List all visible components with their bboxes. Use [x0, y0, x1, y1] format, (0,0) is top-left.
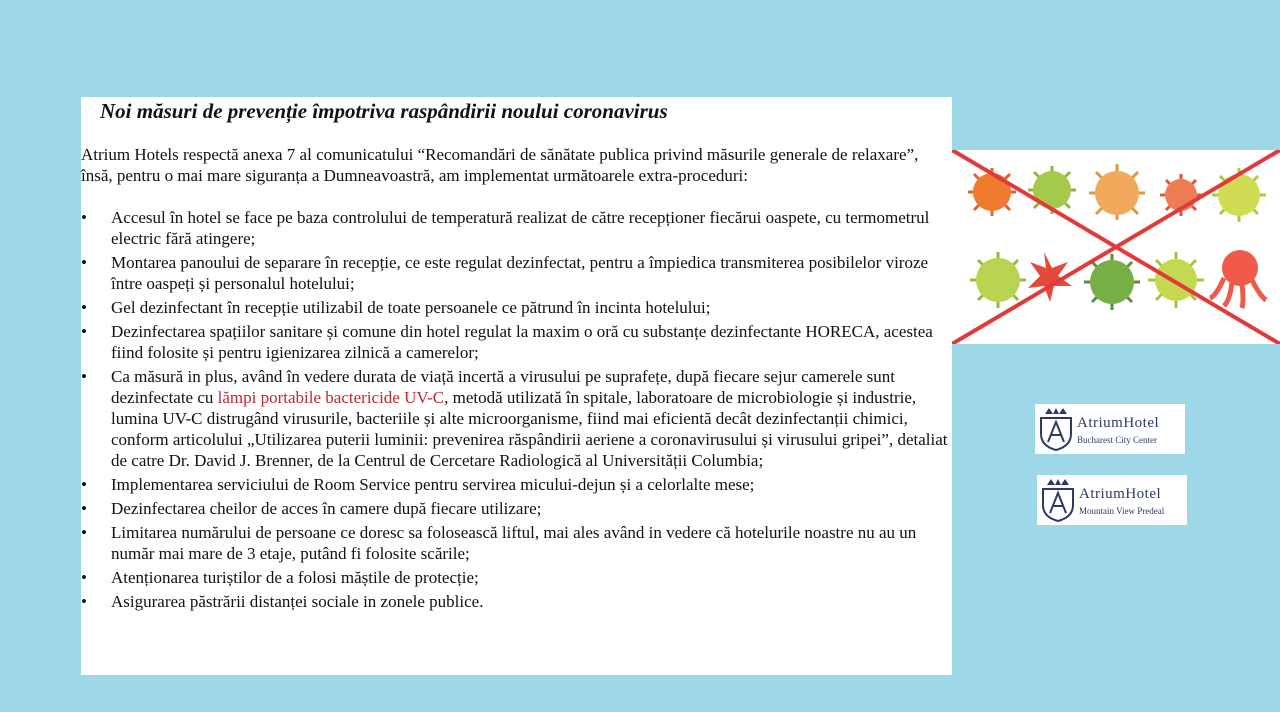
bullet-icon: •	[81, 208, 87, 227]
list-item-text: Limitarea numărului de persoane ce doresc sa folosească liftul, mai ales având in vedere că hotelurile noastre nu au un număr mai mare de 3 etaje, putând fi folosite scările;	[111, 523, 917, 563]
bullet-icon: •	[81, 367, 87, 386]
list-item-text: Gel dezinfectant în recepție utilizabil de toate persoanele ce pătrund în incinta hotelului;	[111, 298, 711, 317]
atrium-hotel-bucharest-logo	[1035, 404, 1185, 454]
list-item	[81, 591, 951, 612]
uv-lamps-highlight: lămpi portabile bactericide UV-C	[217, 388, 445, 407]
bullet-icon: •	[81, 253, 87, 272]
list-item-text-after: , metodă utilizată în spitale, laboratoare de microbiologie și industrie, lumina UV-C distrugând virusurile, bacteriile și alte microorganisme, fiind mai eficientă decât dezinfectanții chimici, conform articolului „Utilizarea puterii luminii: prevenirea răspândirii aeriene a coronavirusului și virusului gripei”, detaliat de catre Dr. David J. Brenner, de la Centrul de Cercetare Radiologică al Universității Columbia;	[111, 388, 948, 470]
list-item	[81, 297, 951, 318]
list-item-text: Dezinfectarea cheilor de acces în camere după fiecare utilizare;	[111, 499, 542, 518]
list-item	[81, 207, 951, 249]
crossed-viruses-illustration	[952, 150, 1280, 344]
bullet-icon: •	[81, 523, 87, 542]
logo-subtitle: Mountain View Predeal	[1079, 506, 1165, 516]
hotel-crest-icon	[1037, 406, 1075, 452]
bullet-icon: •	[81, 298, 87, 317]
list-item-text: Dezinfectarea spațiilor sanitare și comune din hotel regulat la maxim o oră cu substanțe dezinfectante HORECA, acestea fiind folosite și pentru igienizarea zilnică a camerelor;	[111, 322, 933, 362]
list-item-text: Atenționarea turiștilor de a folosi măștile de protecție;	[111, 568, 479, 587]
list-item	[81, 567, 951, 588]
content-panel	[81, 97, 952, 675]
page-title: Noi măsuri de prevenție împotriva raspândirii noului coronavirus	[100, 99, 668, 123]
list-item-text: Implementarea serviciului de Room Service pentru servirea micului-dejun și a celorlalte mese;	[111, 475, 755, 494]
list-item-text: Asigurarea păstrării distanței sociale in zonele publice.	[111, 592, 484, 611]
bullet-icon: •	[81, 592, 87, 611]
list-item	[81, 522, 951, 564]
measures-list	[81, 207, 951, 615]
atrium-hotel-predeal-logo	[1037, 475, 1187, 525]
logo-subtitle: Bucharest City Center	[1077, 435, 1157, 445]
list-item-text-before: Ca măsură in plus, având în vedere durata de viață incertă a virusului pe suprafețe, după fiecare sejur camerele sunt dezinfectate cu	[111, 367, 896, 407]
list-item	[81, 321, 951, 363]
bullet-icon: •	[81, 568, 87, 587]
logo-brand: AtriumHotel	[1079, 486, 1162, 502]
list-item	[81, 474, 951, 495]
intro-paragraph: Atrium Hotels respectă anexa 7 al comunicatului “Recomandări de sănătate publica privind măsurile generale de relaxare”, însă, pentru o mai mare siguranța a Dumneavoastră, am implementat următoarele extra-proceduri:	[81, 145, 919, 185]
list-item-text: Accesul în hotel se face pe baza controlului de temperatură realizat de către recepționer fiecărui oaspete, cu termometrul electric fără atingere;	[111, 208, 930, 248]
list-item	[81, 366, 951, 471]
bullet-icon: •	[81, 499, 87, 518]
logo-brand: AtriumHotel	[1077, 415, 1160, 431]
bullet-icon: •	[81, 322, 87, 341]
list-item-text: Montarea panoului de separare în recepție, ce este regulat dezinfectat, pentru a împiedica transmiterea posibilelor viroze între oaspeți și personalul hotelului;	[111, 253, 929, 293]
virus-icon	[952, 150, 1280, 344]
list-item	[81, 252, 951, 294]
bullet-icon: •	[81, 475, 87, 494]
hotel-crest-icon	[1039, 477, 1077, 523]
list-item	[81, 498, 951, 519]
